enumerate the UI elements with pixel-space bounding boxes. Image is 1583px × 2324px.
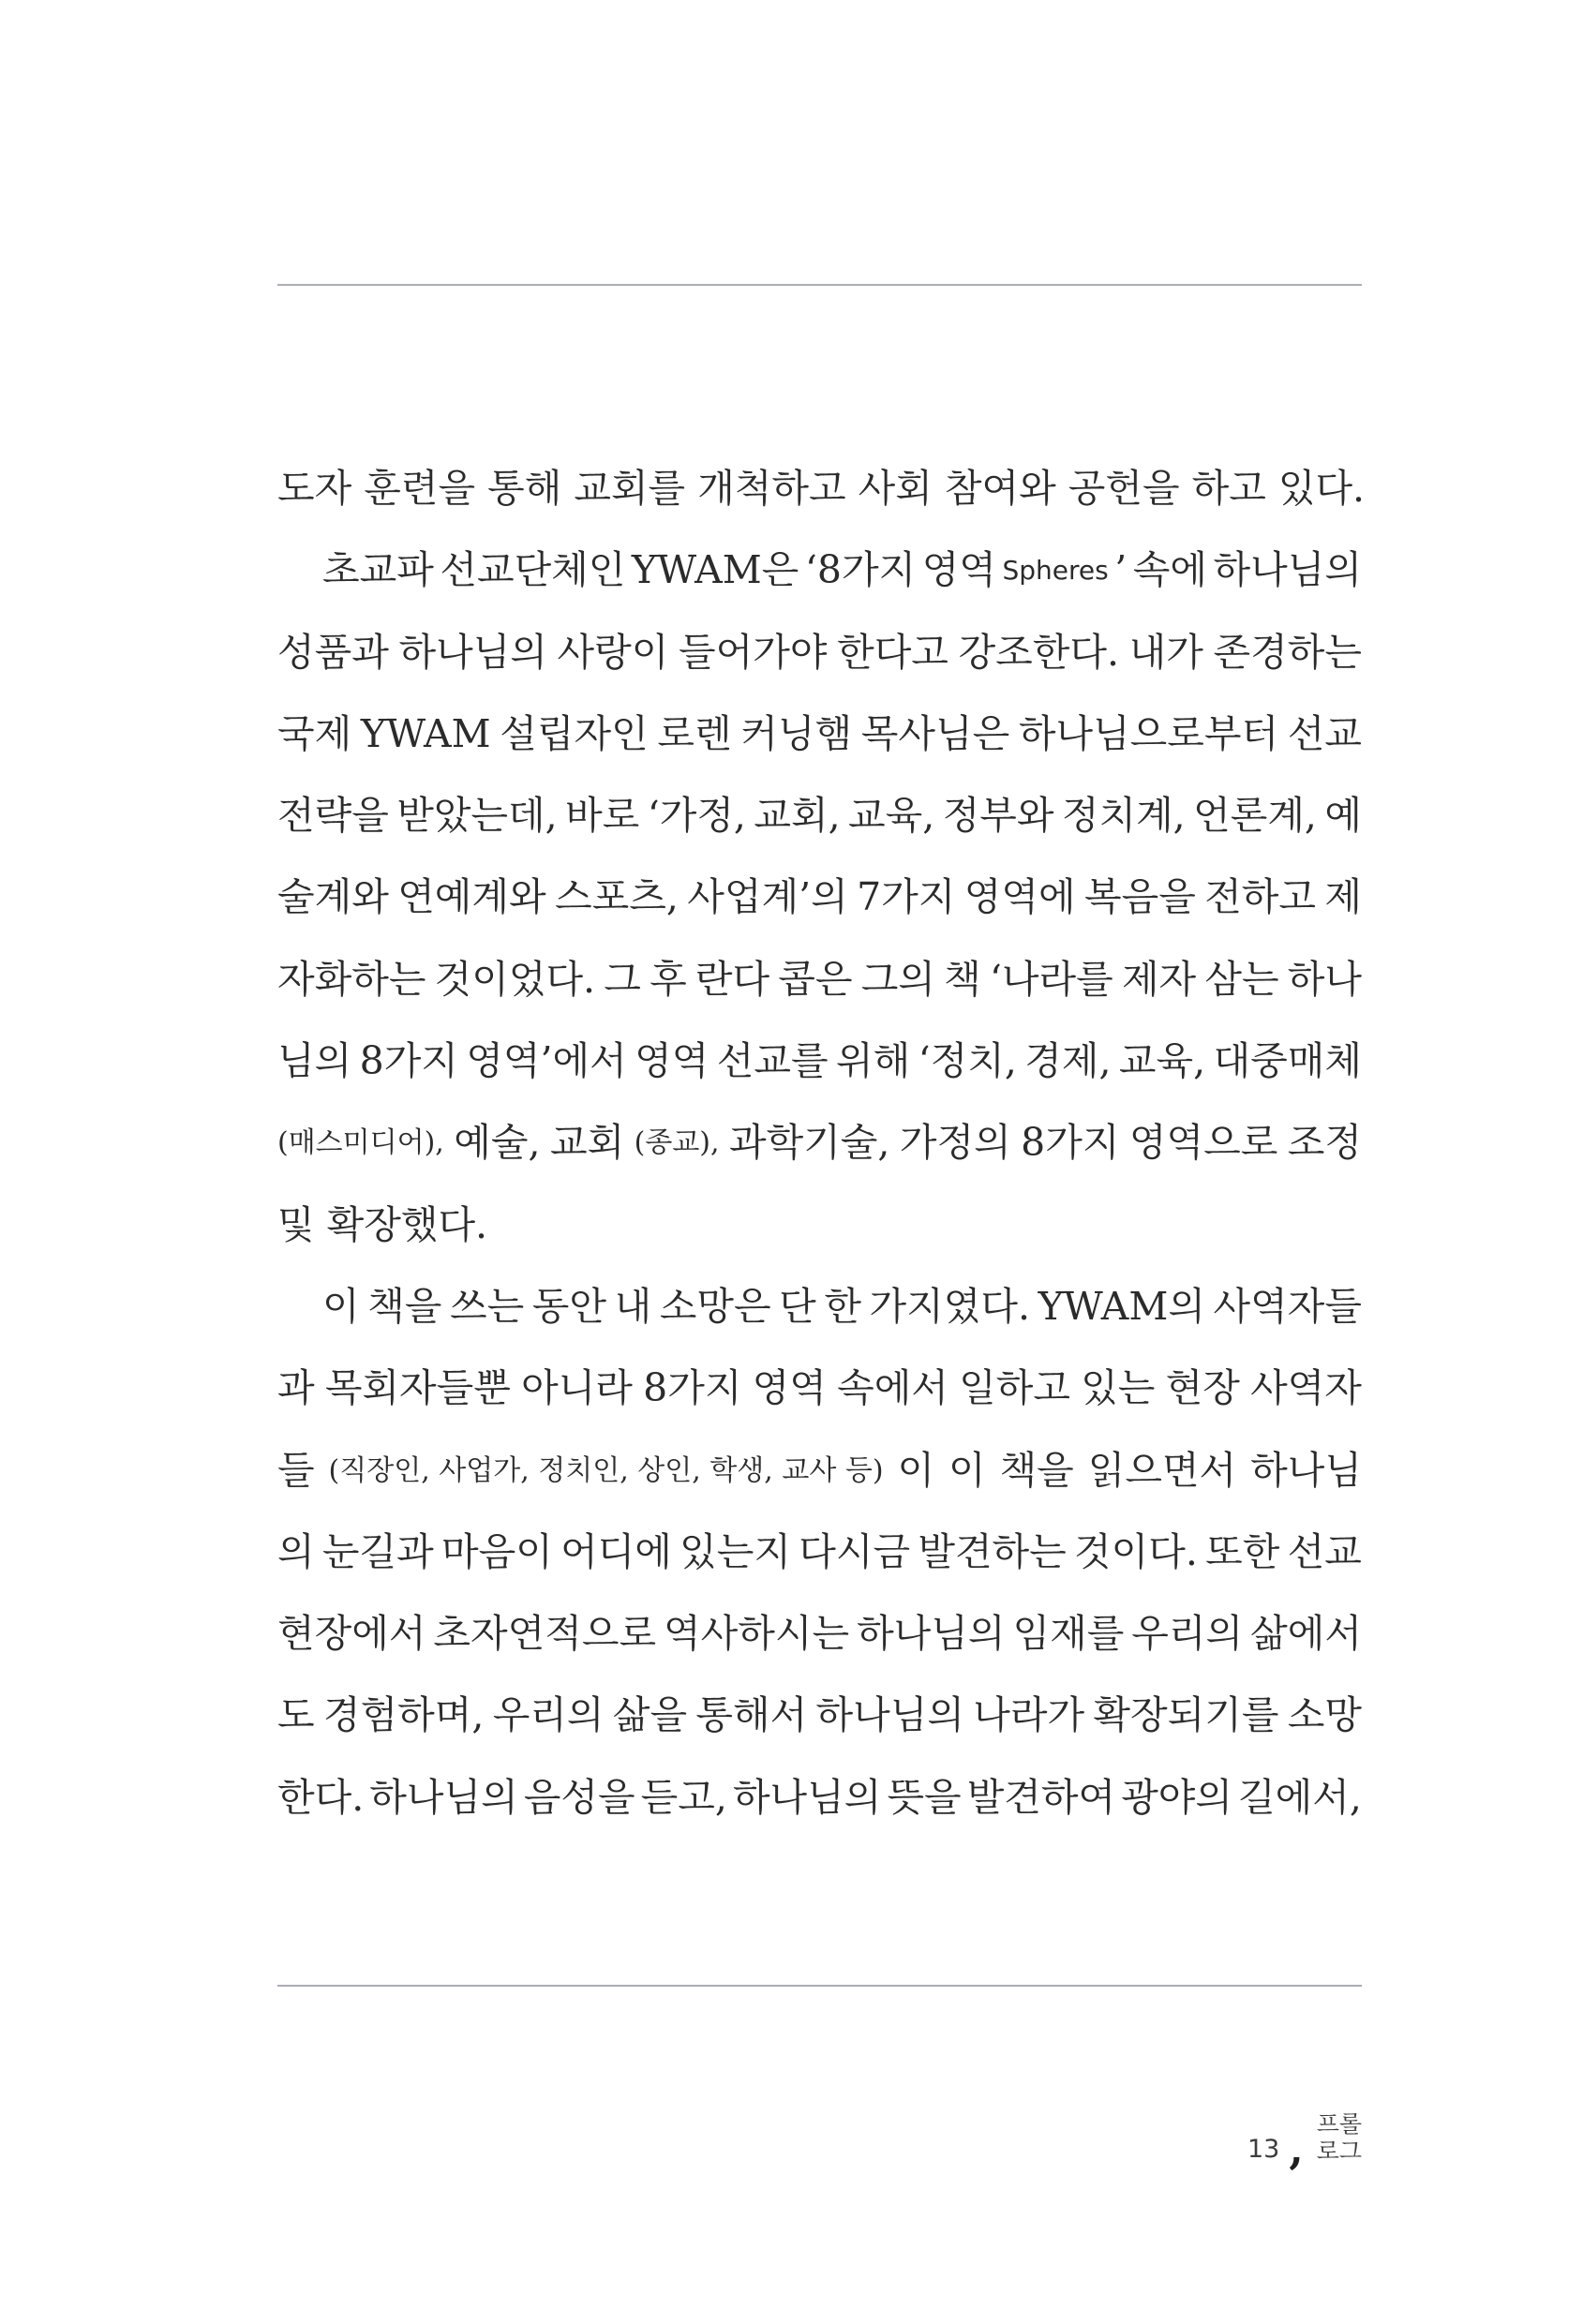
text-word: 교육,: [848, 793, 935, 839]
text-word: 경험하며,: [322, 1692, 485, 1738]
text-word: 한다고: [837, 629, 948, 675]
text-word: 사업계’의: [687, 874, 848, 920]
text-word: 있는: [1081, 1365, 1156, 1411]
text-word: 하나님으로부터: [1018, 710, 1279, 756]
text-word: 님의: [277, 1038, 352, 1084]
text-word: 로렌: [657, 710, 732, 756]
text-word: 동안: [531, 1283, 606, 1329]
text-word: 전략을: [277, 793, 389, 839]
text-word: 자화하는: [277, 956, 426, 1002]
text-line: [277, 448, 1366, 529]
text-word: 책을: [367, 1283, 442, 1329]
text-line: [277, 857, 1362, 938]
text-word: YWAM: [360, 710, 491, 756]
text-line: [277, 1348, 1362, 1429]
text-word: 전하고: [1204, 874, 1317, 920]
text-word: 것이었다.: [434, 956, 596, 1002]
text-word: 발견하여: [966, 1774, 1116, 1820]
text-word: 들어가야: [679, 629, 828, 675]
text-word: 책을: [999, 1447, 1074, 1493]
text-word: 예: [1324, 793, 1362, 839]
text-word: 단: [779, 1283, 816, 1329]
text-word: 받았는데,: [396, 793, 558, 839]
text-word: 우리의: [1131, 1611, 1244, 1657]
section-label: [1317, 2111, 1362, 2166]
section-label-line1: 프롤: [1316, 2110, 1362, 2138]
text-word: (종교),: [634, 1126, 720, 1160]
text-word: YWAM은: [631, 547, 799, 593]
text-word: 초자연적으로: [433, 1611, 657, 1657]
text-word: 속에서: [837, 1365, 948, 1411]
text-word: ‘8가지: [804, 547, 917, 593]
text-word: 과: [277, 1365, 315, 1411]
text-word: 하나님의: [815, 1692, 964, 1738]
text-word: 연예계와: [397, 874, 546, 920]
text-line: [277, 612, 1362, 693]
text-word: 하나님의: [857, 1611, 1006, 1657]
text-word: 및 확장했다.: [277, 1201, 488, 1247]
text-word: 영역: [921, 547, 996, 593]
text-word: 경제,: [1024, 1038, 1112, 1084]
text-word: 영역에: [963, 874, 1076, 920]
text-word: YWAM의: [1038, 1283, 1205, 1329]
text-line: [277, 1184, 1362, 1266]
text-word: 의: [277, 1528, 315, 1574]
text-word: 후: [650, 956, 687, 1002]
text-word: 가정의: [899, 1120, 1011, 1166]
text-word: 존경하는: [1213, 629, 1362, 675]
text-word: 이: [948, 1447, 986, 1493]
text-line: [277, 775, 1362, 857]
text-word: ‘나라를: [989, 956, 1113, 1002]
text-word: 사랑이: [557, 629, 669, 675]
text-line: [277, 529, 1362, 611]
text-word: 과학기술,: [728, 1120, 890, 1166]
text-word: 커닝햄: [740, 710, 853, 756]
text-word: 영역: [635, 1038, 709, 1084]
text-word: 선교: [1287, 710, 1362, 756]
text-word: 복음을: [1083, 874, 1196, 920]
text-line: [277, 939, 1362, 1020]
text-word: 발견하는: [918, 1528, 1067, 1574]
text-word: 마음이: [441, 1528, 553, 1574]
text-word: 들: [277, 1447, 315, 1493]
text-word: 내가: [1128, 629, 1203, 675]
text-word: 선교: [1287, 1528, 1362, 1574]
text-word: 내: [614, 1283, 652, 1329]
text-word: 8가지: [359, 1038, 458, 1084]
text-line: [277, 1593, 1362, 1675]
text-word: 강조한다.: [958, 629, 1120, 675]
text-word: 하나님의: [1213, 547, 1362, 593]
text-word: 이: [322, 1283, 360, 1329]
text-word: 술계와: [277, 874, 389, 920]
text-line: [277, 1675, 1362, 1756]
text-word: 위해: [836, 1038, 911, 1084]
text-word: 영역’에서: [466, 1038, 627, 1084]
text-word: 교회: [549, 1120, 625, 1166]
text-line: [277, 693, 1362, 775]
text-word: 제자: [1121, 956, 1197, 1002]
text-word: 읽으면서: [1087, 1447, 1237, 1493]
section-label-line2: 로그: [1316, 2137, 1362, 2165]
text-word: 도자 훈련을 통해 교회를 개척하고 사회 참여와 공헌을 하고 있다.: [277, 466, 1366, 511]
text-word: 도: [277, 1692, 315, 1738]
text-word: 소망은: [659, 1283, 771, 1329]
text-word: 정부와: [942, 793, 1054, 839]
text-word: 삶에서: [1250, 1611, 1362, 1657]
text-word: 하나: [1287, 956, 1362, 1002]
comma-mark: ,: [1289, 2125, 1304, 2174]
text-word: 스포츠,: [555, 874, 679, 920]
text-word: 한다.: [277, 1774, 365, 1820]
text-word: 길에서,: [1238, 1774, 1362, 1820]
text-word: 목사님은: [860, 710, 1010, 756]
text-word: 하나님의: [398, 629, 547, 675]
text-word: 책: [944, 956, 981, 1002]
text-word: 현장: [1165, 1365, 1240, 1411]
text-word: 선교를: [716, 1038, 829, 1084]
text-word: 듣고,: [640, 1774, 727, 1820]
text-word: 현장에서: [277, 1611, 426, 1657]
text-line: [277, 1430, 1362, 1512]
text-line: [277, 1757, 1362, 1839]
text-word: 확장되기를: [1093, 1692, 1279, 1738]
text-word: Spheres: [1002, 555, 1109, 587]
text-word: 우리의: [492, 1692, 605, 1738]
text-word: 7가지: [857, 874, 956, 920]
top-rule: [277, 284, 1362, 286]
text-word: 삼는: [1204, 956, 1279, 1002]
text-word: 그: [604, 956, 641, 1002]
text-word: 설립자인: [500, 710, 649, 756]
text-word: 하나님의: [369, 1774, 518, 1820]
text-word: 콥은: [778, 956, 853, 1002]
text-line: [277, 1512, 1362, 1593]
text-word: ’: [1114, 547, 1128, 593]
text-word: 교회,: [754, 793, 841, 839]
text-word: 가지였다.: [869, 1283, 1031, 1329]
text-word: 사역자들: [1213, 1283, 1362, 1329]
text-word: 국제: [277, 710, 352, 756]
text-word: 광야의: [1121, 1774, 1233, 1820]
text-word: 또한: [1205, 1528, 1280, 1574]
text-word: 영역으로: [1128, 1120, 1278, 1166]
text-word: 있는지: [679, 1528, 791, 1574]
text-word: 속에: [1132, 547, 1208, 593]
text-word: 언론계,: [1193, 793, 1317, 839]
text-line: [277, 1102, 1362, 1184]
text-word: 하나님의: [732, 1774, 882, 1820]
text-word: 8가지: [643, 1365, 742, 1411]
text-word: 일하고: [959, 1365, 1070, 1411]
text-word: 음성을: [523, 1774, 635, 1820]
text-word: 사역자: [1250, 1365, 1362, 1411]
text-word: 정치계,: [1061, 793, 1186, 839]
text-word: 뜻을: [887, 1774, 962, 1820]
text-word: 다시금: [799, 1528, 911, 1574]
bottom-rule: [277, 1985, 1362, 1987]
text-line: [277, 1266, 1362, 1348]
text-word: 역사하시는: [664, 1611, 850, 1657]
text-word: 나라가: [973, 1692, 1085, 1738]
text-word: 란다: [694, 956, 770, 1002]
text-word: 예술,: [454, 1120, 541, 1166]
text-word: 하나님: [1250, 1447, 1362, 1493]
text-word: 선교단체인: [440, 547, 626, 593]
text-word: 어디에: [560, 1528, 672, 1574]
text-word: 8가지: [1021, 1120, 1120, 1166]
text-word: 눈길과: [321, 1528, 434, 1574]
text-line: [277, 1020, 1362, 1102]
text-word: 그의: [860, 956, 935, 1002]
text-word: 성품과: [277, 629, 389, 675]
body-text: [277, 448, 1366, 1839]
text-word: 소망: [1287, 1692, 1362, 1738]
text-word: 제: [1324, 874, 1362, 920]
text-word: 임재를: [1012, 1611, 1125, 1657]
text-word: 아니라: [521, 1365, 633, 1411]
text-word: ‘정치,: [918, 1038, 1017, 1084]
text-word: 대중매체: [1213, 1038, 1362, 1084]
text-word: 바로: [565, 793, 640, 839]
text-word: 한: [824, 1283, 861, 1329]
page-number: 13: [1247, 2134, 1280, 2164]
text-word: 목회자들뿐: [324, 1365, 511, 1411]
text-word: ‘가정,: [647, 793, 746, 839]
page-footer: [1247, 2110, 1362, 2174]
text-word: 것이다.: [1074, 1528, 1198, 1574]
text-word: (매스미디어),: [277, 1126, 444, 1160]
text-word: 초교파: [322, 547, 434, 593]
text-word: 교육,: [1118, 1038, 1206, 1084]
text-word: 삶을: [612, 1692, 688, 1738]
text-word: 영역: [752, 1365, 827, 1411]
text-word: 통해서: [695, 1692, 808, 1738]
text-word: 쓰는: [449, 1283, 525, 1329]
text-word: 이: [897, 1447, 935, 1493]
text-word: 조정: [1287, 1120, 1362, 1166]
text-word: (직장인, 사업가, 정치인, 상인, 학생, 교사 등): [328, 1453, 884, 1487]
